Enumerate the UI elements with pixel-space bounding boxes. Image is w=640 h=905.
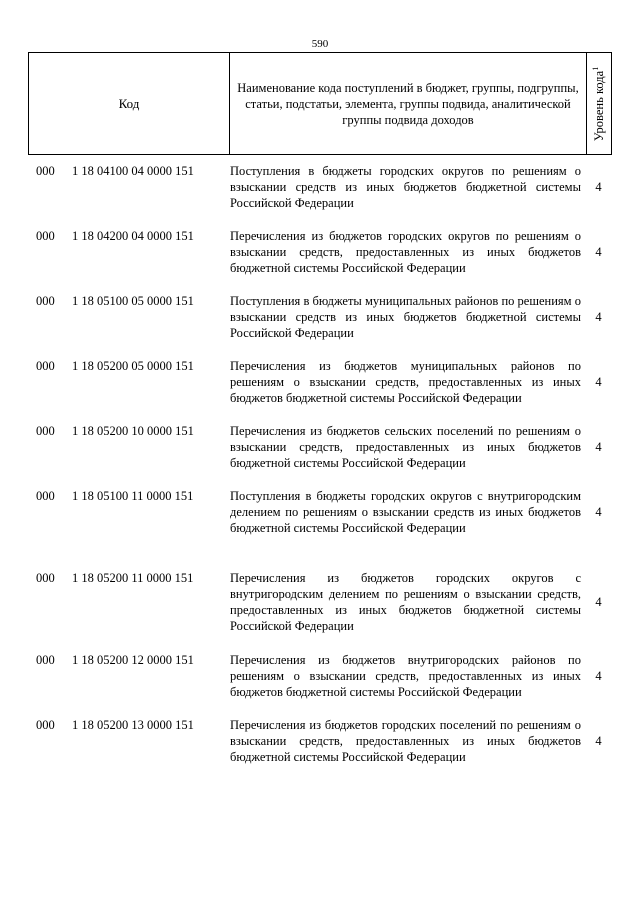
row-name: Перечисления из бюджетов внутригородских районов по решениям о взыскании средств, предоставленных из иных бюджетов бюджетной системы Российской Федерации — [230, 653, 581, 699]
header-level-footnote: 1 — [590, 66, 600, 71]
row-name: Поступления в бюджеты муниципальных районов по решениям о взыскании средств из иных бюджетов бюджетной системы Российской Федерации — [230, 294, 581, 340]
row-level: 4 — [595, 179, 602, 194]
table-row — [28, 358, 612, 406]
row-name: Перечисления из бюджетов сельских поселений по решениям о взыскании средств, предоставленных из иных бюджетов бюджетной системы Российской Федерации — [230, 424, 581, 470]
row-level: 4 — [595, 668, 602, 683]
table-row — [28, 293, 612, 341]
row-level: 4 — [595, 244, 602, 259]
row-code: 1 18 05200 11 0000 151 — [72, 571, 194, 585]
table-row — [28, 717, 612, 765]
row-admin-code: 000 — [36, 229, 55, 243]
header-level-text: Уровень кода — [592, 70, 607, 141]
row-code: 1 18 05100 11 0000 151 — [72, 489, 194, 503]
header-level-label — [591, 66, 607, 140]
row-code: 1 18 05200 12 0000 151 — [72, 653, 194, 667]
row-code: 1 18 05200 05 0000 151 — [72, 359, 194, 373]
row-admin-code: 000 — [36, 718, 55, 732]
row-code: 1 18 04100 04 0000 151 — [72, 164, 194, 178]
header-code: Код — [29, 53, 230, 154]
row-admin-code: 000 — [36, 164, 55, 178]
row-name: Поступления в бюджеты городских округов с внутригородским делением по решениям о взыскании средств из иных бюджетов бюджетной системы Российской Федерации — [230, 489, 581, 535]
row-level: 4 — [595, 594, 602, 609]
row-level: 4 — [595, 374, 602, 389]
row-code: 1 18 05200 10 0000 151 — [72, 424, 194, 438]
table-row — [28, 423, 612, 471]
row-admin-code: 000 — [36, 571, 55, 585]
row-level: 4 — [595, 733, 602, 748]
row-name: Перечисления из бюджетов муниципальных районов по решениям о взыскании средств, предоставленных из иных бюджетов бюджетной системы Российской Федерации — [230, 359, 581, 405]
row-code: 1 18 05100 05 0000 151 — [72, 294, 194, 308]
row-admin-code: 000 — [36, 359, 55, 373]
row-admin-code: 000 — [36, 424, 55, 438]
table-row — [28, 228, 612, 276]
page-number: 590 — [311, 38, 329, 50]
table-row — [28, 488, 612, 536]
table-row — [28, 570, 612, 634]
table-row — [28, 652, 612, 700]
header-level — [587, 53, 611, 154]
row-level: 4 — [595, 439, 602, 454]
row-admin-code: 000 — [36, 489, 55, 503]
row-code: 1 18 05200 13 0000 151 — [72, 718, 194, 732]
row-level: 4 — [595, 504, 602, 519]
row-admin-code: 000 — [36, 294, 55, 308]
table-header — [28, 52, 612, 155]
table-row — [28, 163, 612, 211]
row-name: Поступления в бюджеты городских округов по решениям о взыскании средств из иных бюджетов бюджетной системы Российской Федерации — [230, 164, 581, 210]
row-level: 4 — [595, 309, 602, 324]
row-admin-code: 000 — [36, 653, 55, 667]
row-name: Перечисления из бюджетов городских округов по решениям о взыскании средств, предоставленных из иных бюджетов бюджетной системы Российской Федерации — [230, 229, 581, 275]
row-name: Перечисления из бюджетов городских поселений по решениям о взыскании средств, предоставленных из иных бюджетов бюджетной системы Российской Федерации — [230, 718, 581, 764]
header-name: Наименование кода поступлений в бюджет, группы, подгруппы, статьи, подстатьи, элемента, группы подвида, аналитической группы подвида доходов — [230, 53, 587, 154]
row-code: 1 18 04200 04 0000 151 — [72, 229, 194, 243]
row-name: Перечисления из бюджетов городских округов с внутригородским делением по решениям о взыскании средств, предоставленных из иных бюджетов бюджетной системы Российской Федерации — [230, 571, 581, 633]
